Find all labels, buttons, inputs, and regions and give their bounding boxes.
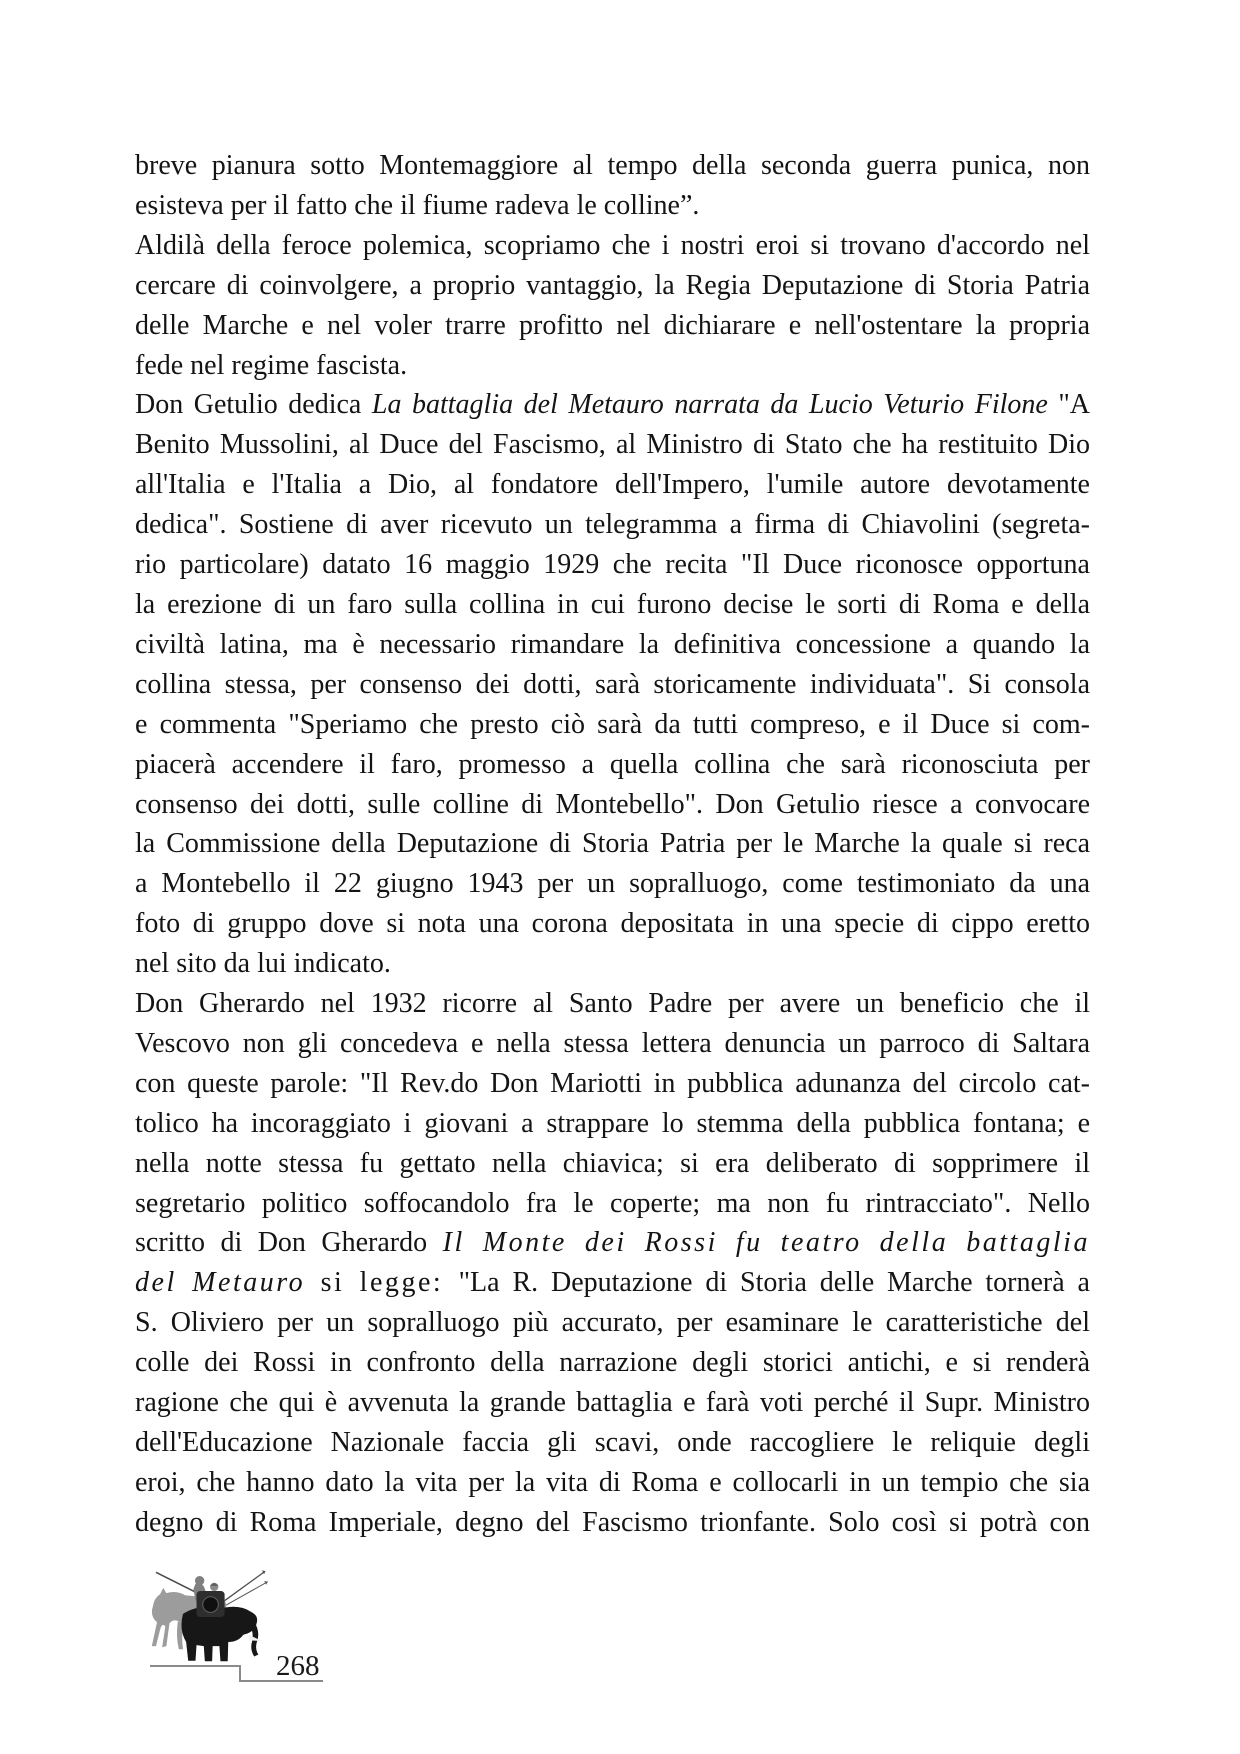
text-segment: la Commissione della Deputazione di Storia Patria per le Marche la quale si reca xyxy=(135,828,1090,860)
text-line xyxy=(135,1423,1090,1463)
text-line xyxy=(135,385,1090,425)
text-line xyxy=(135,1024,1090,1064)
text-line xyxy=(135,1184,1090,1224)
text-line xyxy=(135,1223,1090,1263)
text-line xyxy=(135,785,1090,825)
text-segment: eroi, che hanno dato la vita per la vita di Roma e collocarli in un tempio che sia xyxy=(135,1466,1090,1498)
page-text-block xyxy=(135,146,1090,1543)
text-segment: piacerà accendere il faro, promesso a quella collina che sarà riconosciuta per xyxy=(135,748,1090,780)
text-line xyxy=(135,186,1090,226)
text-segment: segretario politico soffocandolo fra le coperte; ma non fu rintracciato". Nello xyxy=(135,1187,1090,1219)
text-segment: cercare di coinvolgere, a proprio vantaggio, la Regia Deputazione di Storia Patria xyxy=(135,269,1090,301)
text-segment: colle dei Rossi in confronto della narrazione degli storici antichi, e si renderà xyxy=(135,1347,1090,1379)
text-segment: si legge: xyxy=(305,1267,459,1299)
text-line xyxy=(135,425,1090,465)
italic-title-segment: del Metauro xyxy=(135,1267,306,1299)
warrior-helmet-icon xyxy=(210,1583,218,1586)
text-segment: e commenta "Speriamo che presto ciò sarà da tutti compreso, e il Duce si com- xyxy=(135,708,1090,740)
text-line xyxy=(135,146,1090,186)
war-elephant-illustration xyxy=(146,1564,272,1668)
text-line xyxy=(135,1104,1090,1144)
text-line xyxy=(135,1064,1090,1104)
text-segment: dell'Educazione Nazionale faccia gli scavi, onde raccogliere le reliquie degli xyxy=(135,1427,1090,1458)
text-line xyxy=(135,346,1090,386)
text-line xyxy=(135,306,1090,346)
text-segment: esisteva per il fatto che il fiume radeva le colline”. xyxy=(135,189,700,221)
turret-shield-icon xyxy=(203,1597,219,1613)
text-segment: nella notte stessa fu gettato nella chiavica; si era deliberato di sopprimere il xyxy=(135,1147,1090,1179)
text-segment: delle Marche e nel voler trarre profitto nel dichiarare e nell'ostentare la propria xyxy=(135,309,1090,341)
text-segment: a Montebello il 22 giugno 1943 per un sopralluogo, come testimoniato da una xyxy=(135,868,1090,900)
text-line xyxy=(135,705,1090,745)
text-line xyxy=(135,505,1090,545)
text-segment: Aldilà della feroce polemica, scopriamo che i nostri eroi si trovano d'accordo nel xyxy=(135,229,1090,261)
text-segment: Vescovo non gli concedeva e nella stessa lettera denuncia un parroco di Saltara xyxy=(135,1027,1090,1059)
text-line xyxy=(135,665,1090,705)
page-number: 268 xyxy=(276,1650,320,1682)
text-line xyxy=(135,1263,1090,1303)
text-segment: nel sito da lui indicato. xyxy=(135,948,391,980)
text-line xyxy=(135,745,1090,785)
text-line xyxy=(135,1383,1090,1423)
text-segment: Benito Mussolini, al Duce del Fascismo, al Ministro di Stato che ha restituito Dio xyxy=(135,429,1090,461)
text-segment: collina stessa, per consenso dei dotti, sarà storicamente individuata". Si consola xyxy=(135,668,1090,700)
text-line xyxy=(135,266,1090,306)
text-line xyxy=(135,545,1090,585)
text-line xyxy=(135,1343,1090,1383)
text-line xyxy=(135,1144,1090,1184)
text-segment: "La R. Deputazione di Storia delle Marche tornerà a xyxy=(458,1267,1090,1299)
text-segment: tolico ha incoraggiato i giovani a strappare lo stemma della pubblica fontana; e xyxy=(135,1107,1090,1139)
text-line xyxy=(135,944,1090,984)
text-line xyxy=(135,864,1090,904)
text-line xyxy=(135,824,1090,864)
text-segment: la erezione di un faro sulla collina in cui furono decise le sorti di Roma e della xyxy=(135,588,1090,620)
text-line xyxy=(135,1503,1090,1543)
text-line xyxy=(135,226,1090,266)
text-segment: rio particolare) datato 16 maggio 1929 che recita "Il Duce riconosce opportuna xyxy=(135,549,1090,581)
text-segment: civiltà latina, ma è necessario rimandare la definitiva concessione a quando la xyxy=(135,628,1090,660)
text-line xyxy=(135,904,1090,944)
text-segment: breve pianura sotto Montemaggiore al tempo della seconda guerra punica, non xyxy=(135,150,1090,181)
text-segment: consenso dei dotti, sulle colline di Montebello". Don Getulio riesce a convocare xyxy=(135,788,1090,820)
text-line xyxy=(135,1303,1090,1343)
text-line xyxy=(135,984,1090,1024)
text-line xyxy=(135,625,1090,665)
italic-title-segment: Il Monte dei Rossi fu teatro della battaglia xyxy=(442,1227,1090,1259)
text-segment: fede nel regime fascista. xyxy=(135,349,408,381)
text-segment: Don Getulio dedica xyxy=(135,389,372,421)
text-segment: ragione che qui è avvenuta la grande battaglia e farà voti perché il Supr. Ministro xyxy=(135,1387,1090,1419)
text-line xyxy=(135,465,1090,505)
text-segment: "A xyxy=(1047,389,1091,421)
text-segment: dedica". Sostiene di aver ricevuto un telegramma a firma di Chiavolini (segreta- xyxy=(135,509,1090,541)
text-line xyxy=(135,585,1090,625)
text-segment: con queste parole: "Il Rev.do Don Mariotti in pubblica adunanza del circolo cat- xyxy=(135,1067,1090,1099)
text-segment: S. Oliviero per un sopralluogo più accurato, per esaminare le caratteristiche del xyxy=(135,1307,1090,1339)
text-segment: scritto di Don Gherardo xyxy=(135,1227,443,1259)
text-line xyxy=(135,1463,1090,1503)
text-segment: all'Italia e l'Italia a Dio, al fondatore dell'Impero, l'umile autore devotamente xyxy=(135,469,1090,501)
italic-title-segment: La battaglia del Metauro narrata da Lucio Veturio Filone xyxy=(371,389,1048,421)
text-segment: foto di gruppo dove si nota una corona depositata in una specie di cippo eretto xyxy=(135,908,1090,940)
text-segment: Don Gherardo nel 1932 ricorre al Santo Padre per avere un beneficio che il xyxy=(135,988,1090,1020)
text-segment: degno di Roma Imperiale, degno del Fascismo trionfante. Solo così si potrà con xyxy=(135,1506,1090,1538)
